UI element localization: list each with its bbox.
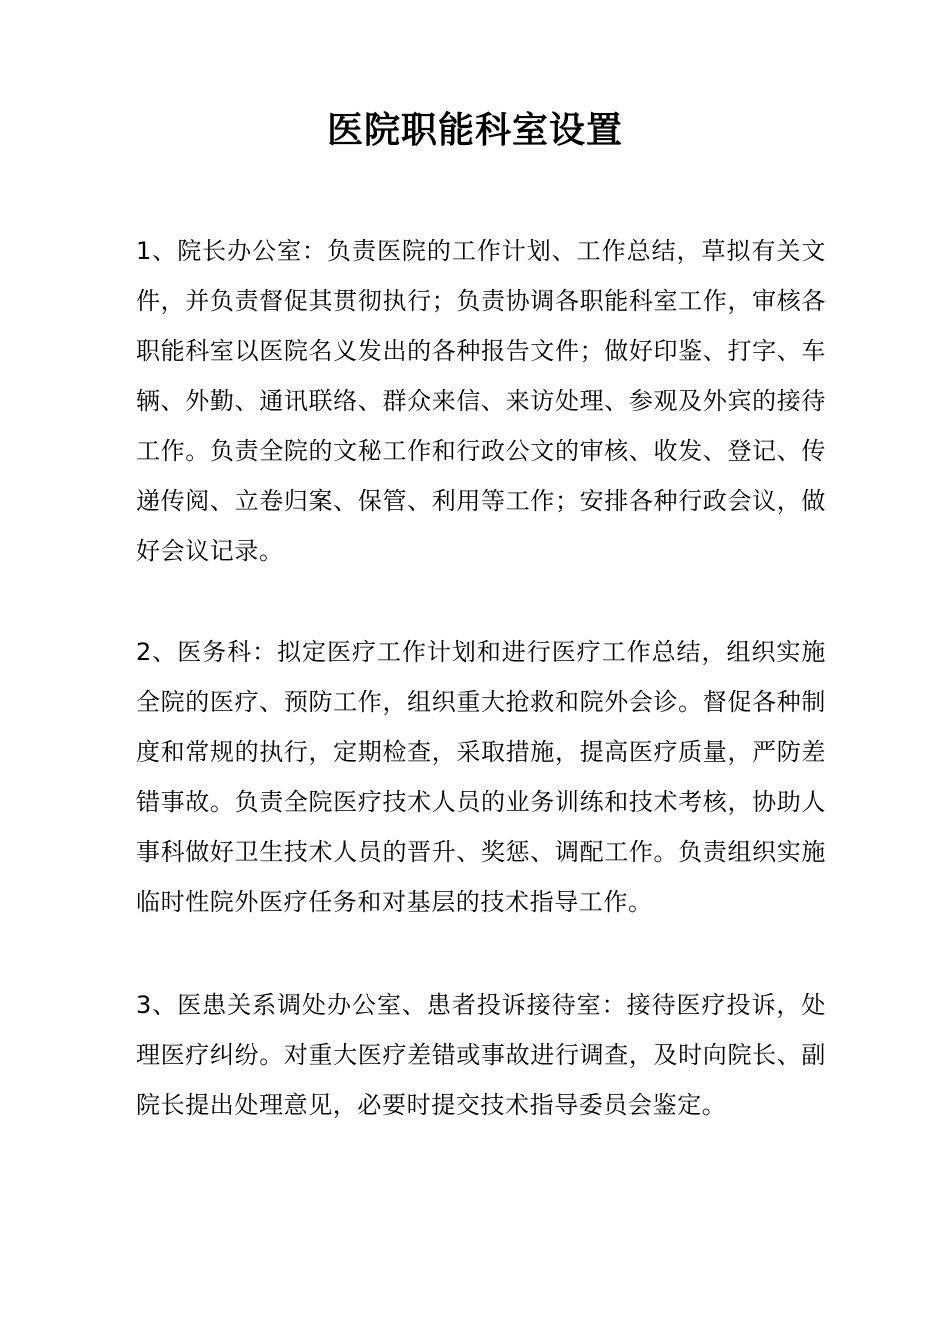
section-medical-affairs: 2、医务科：拟定医疗工作计划和进行医疗工作总结，组织实施全院的医疗、预防工作，组织重大抢救和院外会诊。督促各种制度和常规的执行，定期检查，采取措施，提高医疗质量，严防差错事故。负责全院医疗技术人员的业务训练和技术考核，协助人事科做好卫生技术人员的晋升、奖惩、调配工作。负责组织实施临时性院外医疗任务和对基层的技术指导工作。	[136, 638, 826, 916]
section-patient-relations: 3、医患关系调处办公室、患者投诉接待室：接待医疗投诉，处理医疗纠纷。对重大医疗差错或事故进行调查，及时向院长、副院长提出处理意见，必要时提交技术指导委员会鉴定。	[136, 991, 826, 1119]
section-president-office: 1、院长办公室：负责医院的工作计划、工作总结，草拟有关文件，并负责督促其贯彻执行；负责协调各职能科室工作，审核各职能科室以医院名义发出的各种报告文件；做好印鉴、打字、车辆、外勤、通讯联络、群众来信、来访处理、参观及外宾的接待工作。负责全院的文秘工作和行政公文的审核、收发、登记、传递传阅、立卷归案、保管、利用等工作；安排各种行政会议，做好会议记录。	[136, 237, 826, 565]
page-title: 医院职能科室设置	[326, 110, 623, 151]
